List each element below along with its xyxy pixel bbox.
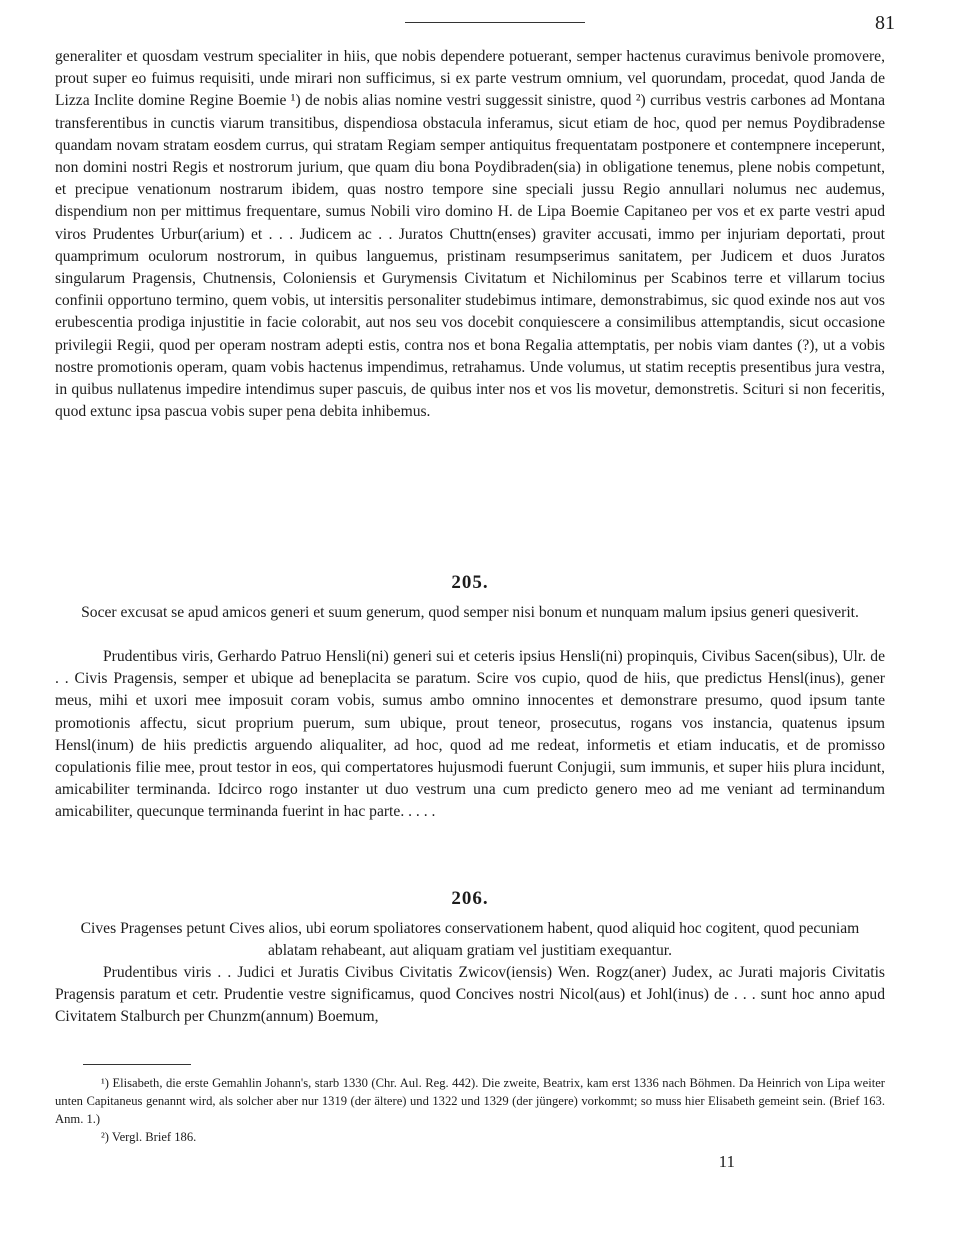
letter-number: 205. <box>451 572 489 593</box>
footnote: ¹) Elisabeth, die erste Gemahlin Johann's, starb 1330 (Chr. Aul. Reg. 442). Die zweite, Beatrix, kam erst 1336 nach Böhmen. Da Heinrich von Lipa weiter unten Capitaneus genannt wird, als solcher aber nur 1319 (der ältere) und 1322 und 1329 (der jüngere) vorkommt; so muss hier Elisabeth gemeint sein. (Brief 163. Anm. 1.) <box>55 1076 885 1126</box>
continuation-paragraph: generaliter et quosdam vestrum specialiter in hiis, que nobis dependere potuerant, semper hactenus curavimus benivole promovere, prout super eo fuimus requisiti, unde mirari non sufficimus, si ex parte vestrum omnium, vel quorundam, procedat, quod Janda de Lizza Inclite domine Regine Boemie ¹) de nobis alias nomine vestri suggessit sinistre, quod ²) curribus vestris carbones ad Montana transferentibus in cunctis viarum transitibus, dispendiosa obstacula inferamus, sicut etiam de hoc, quod per nemus Poydibradense quandam novam stratam eosdem currus, qui stratam Regiam semper antiquitus frequentatam postponere et contempnere inceperunt, non domini nostri Regis et nostrorum jurium, que quam diu bona Poydibraden(sia) in obligatione tenemus, plene nobis competunt, et precipue venationum nostrarum ibidem, quas nostro tempore sine speciali jussu Regio annullari nolumus nec audemus, dispendium non per mittimus frequentare, sumus Nobili viro domino H. de Lipa Boemie Capitaneo per vos et ex parte vestri apud viros Prudentes Urbur(arium) et . . . Judicem ac . . Juratos Chuttn(enses) graviter accusati, immo per injuriam deportati, prout quamprimum oculorum nostrorum, in quibus languemus, pristinam resumpserimus sanitatem, per Judicem et duos Juratos singularum Pragensis, Chutnensis, Coloniensis et Gurymensis Civitatum et Nichilominus per Scabinos terre et villarum tocius confinii opportuno termino, quem vobis, ut intersitis personaliter studebimus intimare, demonstrabimus, sic quod exinde nos aut vos erubescentia prodiga injustitie in facie colorabit, aut nos seu vos docebit conquiescere a consimilibus attemptandis, sicut occasione privilegii Regii, quod per operam nostram adepti estis, contra nos et bona Regalia attemptatis, per nobis viam dantes (?), ut a vobis nostre promotionis operam, quam vobis hactenus impendimus, retrahamus. Unde volumus, ut statim receptis presentibus jura vestra, in quibus nullatenus impedire intendimus super pascuis, de quibus inter nos et vos lis movetur, demonstretis. Sciturі si non feceritis, quod extunc ipsa pascua vobis super pena debita inhibemus. <box>55 48 885 421</box>
footnote-rule <box>83 1064 191 1065</box>
letter-summary: Cives Pragenses petunt Cives alios, ubi eorum spoliatores conservationem habent, quod aliquid hoc cogitent, quod pecuniam ablatam rehabeant, aut aliquam gratiam vel justitiam exequantur. <box>80 920 860 960</box>
document-page <box>55 12 895 1252</box>
header-rule <box>405 22 585 23</box>
letter-text: Prudentibus viris, Gerhardo Patruo Hensli(ni) generi sui et ceteris ipsius Hensli(ni) propinquis, Civibus Sacen(sibus), Ulr. de . . Civis Pragensis, semper et ubique ad beneplacita se paratum. Scire vos cupio, quod de hiis, que predictus Hensl(inus), gener meus, mihi et uxori mee imposuit coram vobis, sumus ambo omnino innocentes et demonstrare presumo, quod ipsum tante promotionis affectu, sicut proprium puerum, sum ubique, prout teneor, prosecutus, rogans vos instancia, quatenus ipsum Hensl(inum) de hiis predictis arguendo aliqualiter, ad hoc, quod ad me redeat, informetis et etiam inducatis, et de promisso copulationis filie mee, prout testor in eos, qui compertatores hujusmodi fuerunt Conjugii, sum immunis, et super hiis plura incidunt, amicabiliter terminanda. Idcirco rogo instanter ut duo vestrum una cum predicto genero meo ad me veniant ad terminandum amicabiliter, quecunque terminanda fuerint in hac parte. . . . . <box>55 648 885 821</box>
letter-text: Prudentibus viris . . Judici et Juratis Civibus Civitatis Zwicov(iensis) Wen. Rogz(aner) Judex, ac Jurati majoris Civitatis Pragensis paratum et cetr. Prudentie vestre significamus, quod Concives nostri Nicol(aus) et Johl(inus) de . . . sunt hoc anno apud Civitatem Stalburch per Chunzm(annum) Boemum, <box>55 964 885 1026</box>
letter-summary: Socer excusat se apud amicos generi et suum generum, quod semper nisi bonum et nunquam malum ipsius generi quesiverit. <box>81 604 859 621</box>
letter-number: 206. <box>451 888 489 909</box>
signature-mark: 11 <box>718 1152 735 1171</box>
footnotes <box>55 1074 885 1146</box>
page-number: 81 <box>875 12 895 34</box>
footnote: ²) Vergl. Brief 186. <box>101 1130 197 1144</box>
continuation-text <box>55 46 885 423</box>
